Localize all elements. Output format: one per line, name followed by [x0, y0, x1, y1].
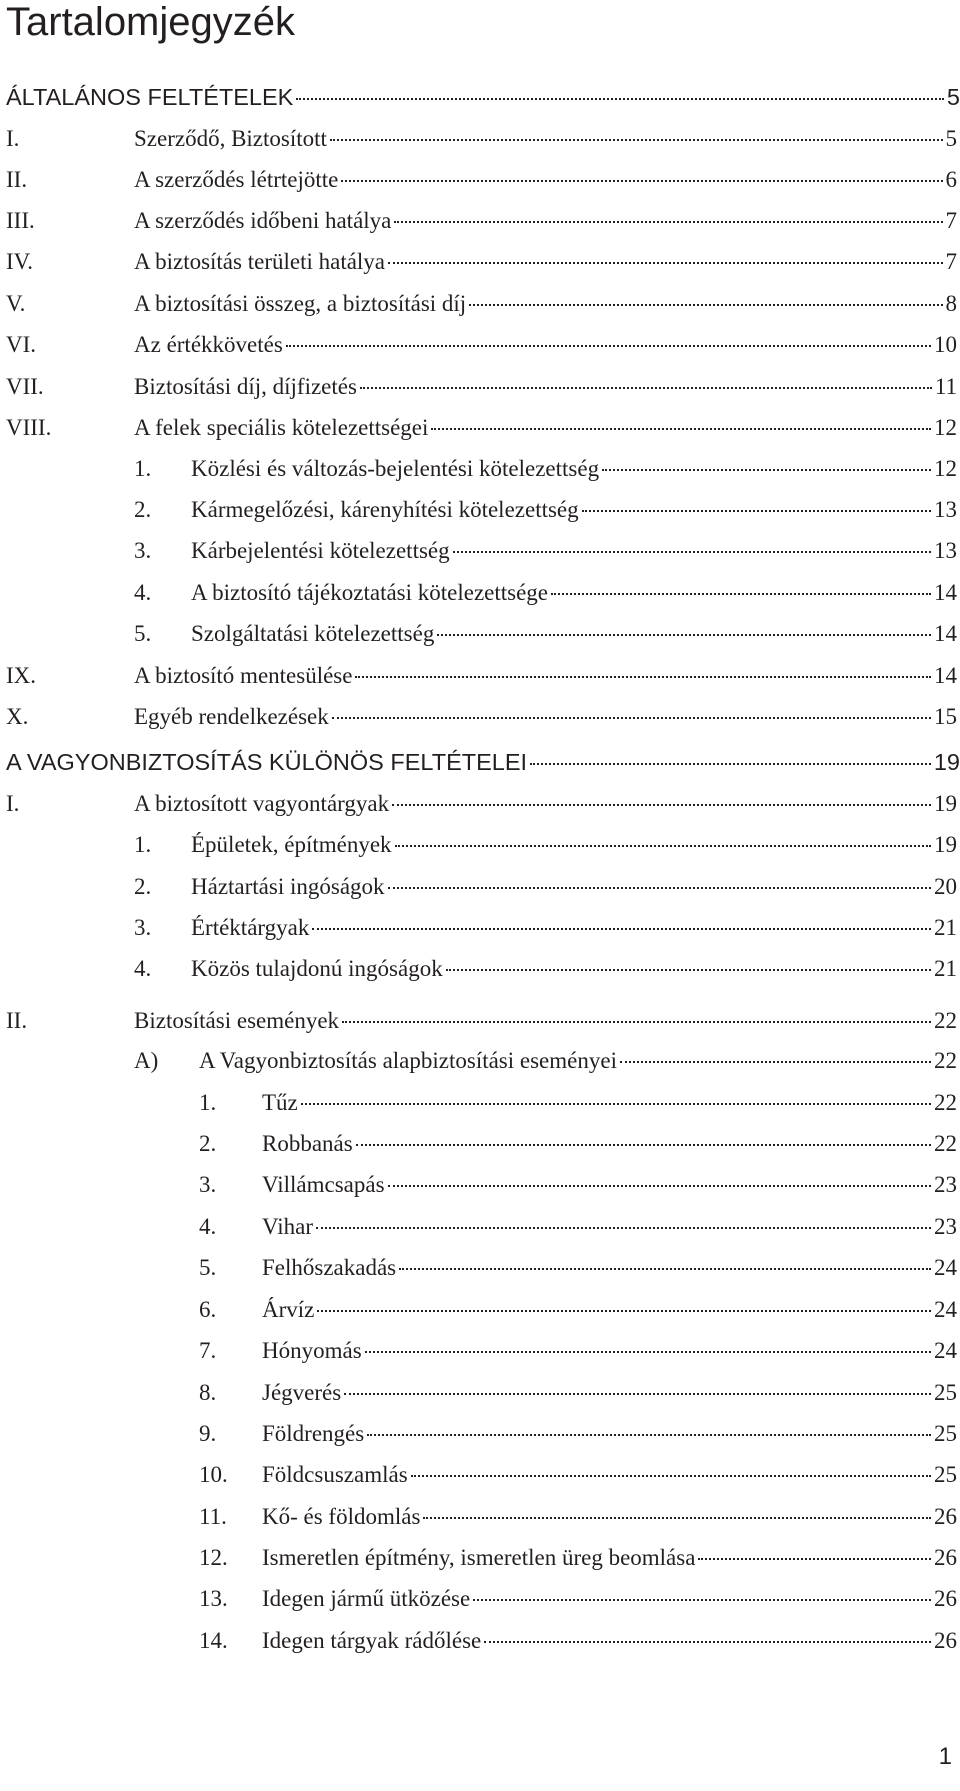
toc-entry-title: Ismeretlen építmény, ismeretlen üreg beomlása [262, 1545, 696, 1570]
toc-entry-number: 11. [199, 1504, 227, 1529]
toc-entry-title: Villámcsapás [262, 1172, 385, 1197]
toc-entry-number: 3. [199, 1172, 217, 1197]
toc-entry[interactable] [6, 370, 957, 404]
dot-leader [316, 1227, 931, 1229]
toc-entry-number: I. [6, 126, 20, 151]
toc-entry[interactable] [6, 204, 957, 238]
toc-section-heading[interactable] [6, 745, 960, 779]
toc-entry-title: Földrengés [262, 1421, 365, 1446]
dot-leader [484, 1641, 931, 1643]
toc-entry-number: 2. [134, 874, 152, 899]
toc-entry-page: 25 [934, 1462, 957, 1487]
toc-entry-page: 19 [934, 791, 957, 816]
toc-entry-page: 25 [934, 1421, 957, 1446]
toc-entry-number: 1. [199, 1090, 217, 1115]
toc-entry-number: 2. [199, 1131, 217, 1156]
toc-entry-title: A szerződés időbeni hatálya [134, 208, 392, 233]
toc-entry[interactable] [6, 700, 957, 734]
toc-entry[interactable] [199, 1086, 957, 1120]
dot-leader [344, 1393, 931, 1395]
toc-entry-page: 26 [934, 1628, 957, 1653]
toc-entry-title: A felek speciális kötelezettségei [134, 415, 429, 440]
toc-entry[interactable] [134, 952, 957, 986]
toc-entry[interactable] [199, 1210, 957, 1244]
dot-leader [312, 928, 931, 930]
toc-entry-page: 10 [934, 332, 957, 357]
dot-leader [330, 139, 943, 141]
toc-entry[interactable] [199, 1251, 957, 1285]
toc-entry-page: 22 [934, 1131, 957, 1156]
toc-entry[interactable] [199, 1500, 957, 1534]
toc-entry-title: Idegen tárgyak rádőlése [262, 1628, 482, 1653]
toc-entry-title: Idegen jármű ütközése [262, 1586, 471, 1611]
toc-entry-title: Közlési és változás-bejelentési kötelezettség [191, 456, 600, 481]
toc-entry-number: 4. [134, 956, 152, 981]
toc-entry-number: 5. [134, 621, 152, 646]
toc-entry-number: 1. [134, 456, 152, 481]
toc-entry[interactable] [134, 452, 957, 486]
toc-entry-number: IX. [6, 663, 37, 688]
toc-entry-title: A biztosítási összeg, a biztosítási díj [134, 291, 467, 316]
toc-entry-title: A Vagyonbiztosítás alapbiztosítási eseményei [199, 1048, 617, 1073]
dot-leader [399, 1268, 931, 1270]
toc-entry-title: Árvíz [262, 1297, 315, 1322]
dot-leader [388, 262, 942, 264]
dot-leader [367, 1434, 931, 1436]
dot-leader [582, 510, 931, 512]
toc-entry-number: 4. [199, 1214, 217, 1239]
toc-entry-number: 4. [134, 580, 152, 605]
toc-entry-number: 5. [199, 1255, 217, 1280]
toc-entry-page: 14 [934, 580, 957, 605]
toc-entry-number: 1. [134, 832, 152, 857]
toc-entry-page: 15 [934, 704, 957, 729]
dot-leader [453, 551, 931, 553]
toc-entry-title: A biztosított vagyontárgyak [134, 791, 390, 816]
toc-entry-number: 2. [134, 497, 152, 522]
toc-entry-number: 3. [134, 538, 152, 563]
toc-entry[interactable] [134, 534, 957, 568]
toc-entry-page: 14 [934, 663, 957, 688]
toc-entry-page: 23 [934, 1214, 957, 1239]
toc-entry[interactable] [199, 1293, 957, 1327]
dot-leader [602, 469, 931, 471]
toc-entry[interactable] [199, 1541, 957, 1575]
toc-entry-title: A biztosítás területi hatálya [134, 249, 386, 274]
toc-entry-page: 5 [945, 126, 957, 151]
toc-entry[interactable] [199, 1168, 957, 1202]
toc-entry-page: 11 [934, 374, 957, 399]
toc-entry[interactable] [199, 1582, 957, 1616]
toc-entry-title: Kármegelőzési, kárenyhítési kötelezettség [191, 497, 579, 522]
toc-entry[interactable] [134, 576, 957, 610]
dot-leader [395, 845, 931, 847]
toc-entry[interactable] [134, 870, 957, 904]
dot-leader [551, 593, 931, 595]
toc-entry-number: 13. [199, 1586, 228, 1611]
dot-leader [394, 221, 942, 223]
toc-entry[interactable] [199, 1417, 957, 1451]
page-title: Tartalomjegyzék [6, 0, 296, 44]
toc-entry-number: 7. [199, 1338, 217, 1363]
toc-entry-title: Robbanás [262, 1131, 353, 1156]
toc-entry-page: 26 [934, 1586, 957, 1611]
dot-leader [317, 1310, 931, 1312]
toc-entry-title: Kárbejelentési kötelezettség [191, 538, 450, 563]
toc-entry-title: A biztosító tájékoztatási kötelezettsége [191, 580, 549, 605]
toc-entry-title: Biztosítási díj, díjfizetés [134, 374, 357, 399]
dot-leader [365, 1351, 931, 1353]
toc-entry-page: 21 [934, 915, 957, 940]
toc-entry-number: 6. [199, 1297, 217, 1322]
toc-entry-page: 24 [934, 1255, 957, 1280]
toc-entry[interactable] [199, 1458, 957, 1492]
toc-entry-title: Közös tulajdonú ingóságok [191, 956, 443, 981]
dot-leader [469, 304, 942, 306]
toc-entry[interactable] [199, 1624, 957, 1658]
toc-entry-title: Szolgáltatási kötelezettség [191, 621, 435, 646]
dot-leader [342, 1021, 931, 1023]
toc-entry-page: 13 [934, 497, 957, 522]
toc-entry-page: 7 [945, 249, 957, 274]
dot-leader [423, 1517, 931, 1519]
toc-entry-page: 12 [934, 415, 957, 440]
toc-entry-number: 3. [134, 915, 152, 940]
toc-entry-number: X. [6, 704, 29, 729]
toc-entry-title: Az értékkövetés [134, 332, 283, 357]
toc-entry-page: 19 [933, 749, 960, 775]
toc-entry-title: A biztosító mentesülése [134, 663, 353, 688]
toc-entry-number: V. [6, 291, 26, 316]
page-number: 1 [938, 1743, 952, 1770]
dot-leader [296, 98, 944, 100]
toc-entry-title: Jégverés [262, 1380, 342, 1405]
toc-entry-page: 26 [934, 1545, 957, 1570]
dot-leader [431, 428, 931, 430]
toc-entry-page: 14 [934, 621, 957, 646]
toc-entry-page: 23 [934, 1172, 957, 1197]
toc-entry-title: Háztartási ingóságok [191, 874, 385, 899]
toc-entry[interactable] [134, 493, 957, 527]
toc-entry-number: IV. [6, 249, 34, 274]
toc-entry-page: 22 [934, 1008, 957, 1033]
toc-entry[interactable] [6, 411, 957, 445]
toc-entry[interactable] [6, 287, 957, 321]
toc-entry-page: 24 [934, 1338, 957, 1363]
toc-entry-title: Épületek, építmények [191, 832, 392, 857]
toc-section-heading[interactable] [6, 80, 960, 114]
dot-leader [411, 1475, 931, 1477]
dot-leader [446, 969, 931, 971]
toc-entry-title: Tűz [262, 1090, 298, 1115]
toc-entry-title: Vihar [262, 1214, 313, 1239]
toc-entry-number: A) [134, 1048, 159, 1073]
toc-entry-number: 12. [199, 1545, 228, 1570]
dot-leader [437, 634, 931, 636]
toc-entry-page: 21 [934, 956, 957, 981]
toc-entry[interactable] [6, 245, 957, 279]
toc-entry-number: 9. [199, 1421, 217, 1446]
dot-leader [301, 1103, 931, 1105]
toc-entry-page: 20 [934, 874, 957, 899]
toc-entry[interactable] [134, 911, 957, 945]
toc-entry-page: 6 [945, 167, 957, 192]
toc-entry-page: 19 [934, 832, 957, 857]
toc-entry-page: 8 [945, 291, 957, 316]
toc-entry-number: 10. [199, 1462, 228, 1487]
toc-entry[interactable] [6, 328, 957, 362]
toc-entry-page: 13 [934, 538, 957, 563]
dot-leader [698, 1558, 931, 1560]
toc-entry-page: 12 [934, 456, 957, 481]
toc-entry[interactable] [134, 828, 957, 862]
toc-entry-title: Kő- és földomlás [262, 1504, 421, 1529]
toc-entry-title: Értéktárgyak [191, 915, 310, 940]
toc-entry-page: 22 [934, 1048, 957, 1073]
toc-entry[interactable] [6, 787, 957, 821]
toc-entry-number: VI. [6, 332, 37, 357]
dot-leader [620, 1061, 931, 1063]
toc-entry-title: A szerződés létrtejötte [134, 167, 339, 192]
toc-entry-number: I. [6, 791, 20, 816]
toc-entry-title: Felhőszakadás [262, 1255, 397, 1280]
dot-leader [356, 1144, 931, 1146]
toc-entry-title: Szerződő, Biztosított [134, 126, 327, 151]
dot-leader [332, 717, 931, 719]
dot-leader [392, 804, 931, 806]
dot-leader [341, 180, 942, 182]
toc-entry-page: 26 [934, 1504, 957, 1529]
toc-entry-number: II. [6, 1008, 28, 1033]
dot-leader [360, 387, 932, 389]
dot-leader [388, 887, 931, 889]
toc-entry-page: 24 [934, 1297, 957, 1322]
toc-entry-page: 5 [946, 84, 960, 110]
toc-entry-page: 7 [945, 208, 957, 233]
dot-leader [473, 1599, 931, 1601]
toc-entry[interactable] [134, 1044, 957, 1078]
toc-entry-number: II. [6, 167, 28, 192]
toc-entry-title: Biztosítási események [134, 1008, 340, 1033]
toc-entry-page: 25 [934, 1380, 957, 1405]
toc-entry-number: VII. [6, 374, 44, 399]
toc-entry[interactable] [6, 122, 957, 156]
toc-entry[interactable] [6, 163, 957, 197]
toc-entry-title: Földcsuszamlás [262, 1462, 408, 1487]
toc-entry[interactable] [199, 1127, 957, 1161]
toc-entry[interactable] [6, 659, 957, 693]
dot-leader [286, 345, 931, 347]
toc-entry-title: ÁLTALÁNOS FELTÉTELEK [6, 84, 294, 110]
toc-entry[interactable] [199, 1376, 957, 1410]
toc-entry[interactable] [134, 617, 957, 651]
toc-entry-number: 8. [199, 1380, 217, 1405]
toc-entry-page: 22 [934, 1090, 957, 1115]
toc-entry-number: VIII. [6, 415, 52, 440]
dot-leader [355, 676, 931, 678]
toc-entry-number: III. [6, 208, 35, 233]
toc-entry-title: A VAGYONBIZTOSÍTÁS KÜLÖNÖS FELTÉTELEI [6, 749, 528, 775]
dot-leader [530, 763, 931, 765]
toc-entry[interactable] [6, 1004, 957, 1038]
toc-entry[interactable] [199, 1334, 957, 1368]
toc-entry-title: Hónyomás [262, 1338, 362, 1363]
toc-entry-title: Egyéb rendelkezések [134, 704, 329, 729]
dot-leader [388, 1185, 931, 1187]
toc-entry-number: 14. [199, 1628, 228, 1653]
